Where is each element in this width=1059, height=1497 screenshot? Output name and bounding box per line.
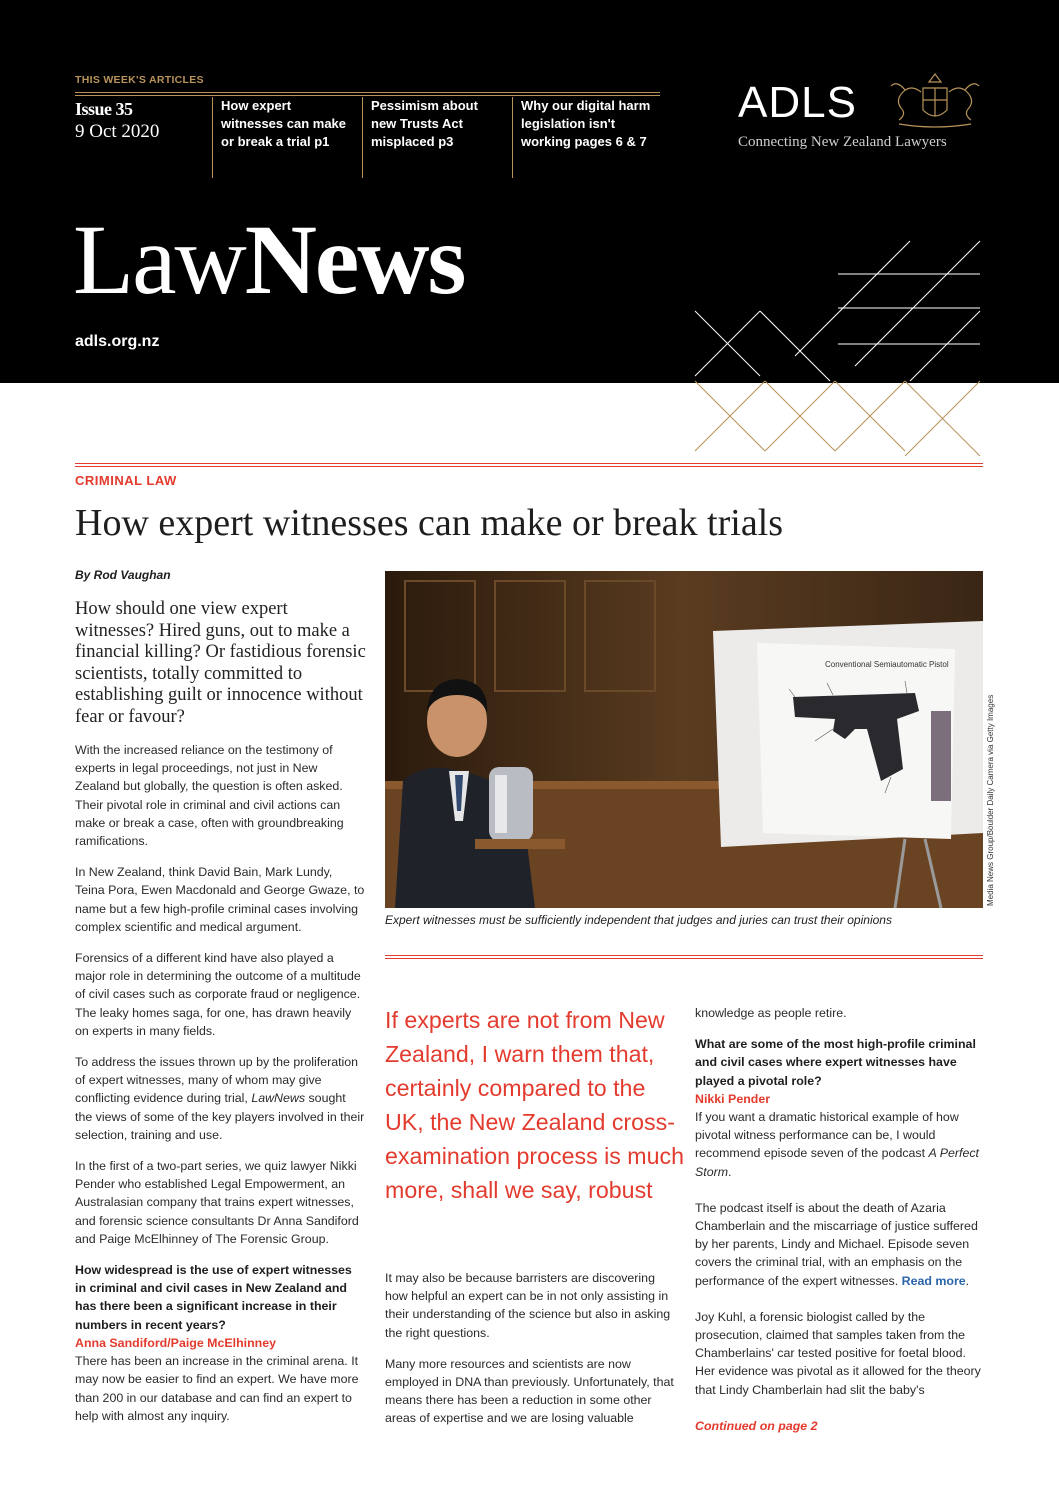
article-column-1 xyxy=(75,741,365,1425)
paragraph-text: . xyxy=(728,1164,732,1179)
section-label: CRIMINAL LAW xyxy=(75,473,177,488)
paragraph-text: sought the views of some of the key players involved in their selection, training and use. xyxy=(75,1091,365,1142)
photo-credit-text: Media News Group/Boulder Daily Camera via Getty Images xyxy=(986,694,995,906)
weeks-articles-label: THIS WEEK'S ARTICLES xyxy=(75,74,204,86)
paragraph-text: . xyxy=(965,1273,970,1288)
paragraph: Joy Kuhl, a forensic biologist called by the prosecution, claimed that samples taken from the Chamberlains' car tested positive for foetal blood. Her evidence was pivotal as it allowed for the theory that Lindy Chamberlain had slit the baby's xyxy=(695,1309,981,1397)
geometric-line-art xyxy=(690,236,990,456)
paragraph: It may also be because barristers are discovering how helpful an expert can be in not only assisting in their understanding of the science but also in asking the right questions. xyxy=(385,1271,671,1340)
teaser-trusts-act[interactable]: Pessimism about new Trusts Act misplaced p3 xyxy=(362,97,501,178)
interview-speaker: Anna Sandiford/Paige McElhinney xyxy=(75,1335,277,1350)
lawnews-masthead xyxy=(73,205,464,315)
article-lede: How should one view expert witnesses? Hired guns, out to make a financial killing? Or fastidious forensic scientists, totally committed to establishing guilt or innocence without fear or favour? xyxy=(75,599,366,727)
article-headline: How expert witnesses can make or break trials xyxy=(75,502,784,544)
paragraph: In the first of a two-part series, we quiz lawyer Nikki Pender who established Legal Empowerment, an Australasian company that trains expert witnesses, and forensic science consultants Dr Anna Sandiford and Paige McElhinney of The Forensic Group. xyxy=(75,1159,359,1246)
masthead-news: News xyxy=(244,204,465,315)
pull-quote: If experts are not from New Zealand, I warn them that, certainly compared to the UK, the New Zealand cross-examination process is much more, shall we say, robust xyxy=(385,1007,684,1203)
paragraph xyxy=(695,1199,985,1290)
paragraph: Many more resources and scientists are now employed in DNA than previously. Unfortunately, that means there has been a reduction in some other areas of expertise and we are losing valuable xyxy=(385,1356,674,1426)
site-url[interactable]: adls.org.nz xyxy=(75,333,160,350)
adls-tagline: Connecting New Zealand Lawyers xyxy=(738,134,947,150)
issue-date: 9 Oct 2020 xyxy=(75,121,160,142)
photo-chart-title: Conventional Semiautomatic Pistol xyxy=(825,660,949,669)
paragraph: With the increased reliance on the testimony of experts in legal proceedings, not just in New Zealand but globally, the question is often asked. Their pivotal role in criminal and civil actions can make or break a case, often with groundbreaking ramifications. xyxy=(75,743,344,849)
adls-logo: ADLS xyxy=(738,78,857,127)
paragraph-text: To address the issues thrown up by the proliferation of expert witnesses, many of whom may give conflicting evidence during trial, xyxy=(75,1055,359,1106)
continued-link[interactable]: Continued on page 2 xyxy=(695,1418,818,1433)
section-rule-top xyxy=(75,463,983,464)
podcast-title: A Perfect Storm xyxy=(695,1146,979,1179)
coat-of-arms-icon xyxy=(885,70,985,132)
section-rule-bottom xyxy=(75,466,983,467)
publication-name: LawNews xyxy=(251,1091,306,1106)
interview-question: How widespread is the use of expert witnesses in criminal and civil cases in New Zealand and has there been a significant increase in their numbers in recent years? xyxy=(75,1263,352,1332)
byline: By Rod Vaughan xyxy=(75,568,171,582)
photo-caption: Expert witnesses must be sufficiently independent that judges and juries can trust their opinions xyxy=(385,913,892,927)
pullquote-rule-bottom xyxy=(385,958,983,959)
paragraph xyxy=(75,1053,365,1144)
interview-speaker: Nikki Pender xyxy=(695,1091,771,1106)
interview-answer: There has been an increase in the criminal arena. It may now be easier to find an expert. We have more than 200 in our database and can find an expert to help with almost any inquiry. xyxy=(75,1354,359,1423)
masthead-law: Law xyxy=(73,204,245,315)
paragraph: In New Zealand, think David Bain, Mark Lundy, Teina Pora, Ewen Macdonald and George Gwaze, to name but a few high-profile criminal cases involving complex scientific and medical argument. xyxy=(75,865,365,934)
paragraph-text: If you want a dramatic historical example of how pivotal witness performance can be, I would recommend episode seven of the podcast xyxy=(695,1110,959,1161)
paragraph-text: The podcast itself is about the death of Azaria Chamberlain and the miscarriage of justice suffered by her parents, Lindy and Michael. Episode seven covers the criminal trial, with an emphasis on the performance of the expert witnesses. xyxy=(695,1200,978,1288)
paragraph: Forensics of a different kind have also played a major role in determining the outcome of a multitude of civil cases such as corporate fraud or negligence. The leaky homes saga, for one, has drawn heavily on experts in many fields. xyxy=(75,951,361,1038)
gold-rule-top xyxy=(75,92,660,93)
photo-credit xyxy=(986,676,1000,906)
courtroom-illustration xyxy=(385,571,983,908)
article-column-2 xyxy=(385,1269,675,1441)
article-column-3 xyxy=(695,1004,985,1435)
issue-number: Issue 35 xyxy=(75,99,133,119)
teaser-expert-witnesses[interactable]: How expert witnesses can make or break a trial p1 xyxy=(212,97,351,178)
teaser-digital-harm[interactable]: Why our digital harm legislation isn't working pages 6 & 7 xyxy=(512,97,651,178)
interview-question: What are some of the most high-profile criminal and civil cases where expert witnesses have played a pivotal role? xyxy=(695,1037,976,1088)
gold-rule-bottom xyxy=(75,95,660,96)
courtroom-photo xyxy=(385,571,983,908)
pullquote-rule-top xyxy=(385,955,983,956)
read-more-link[interactable]: Read more xyxy=(901,1273,966,1288)
paragraph xyxy=(695,1108,985,1181)
paragraph: knowledge as people retire. xyxy=(695,1006,847,1020)
